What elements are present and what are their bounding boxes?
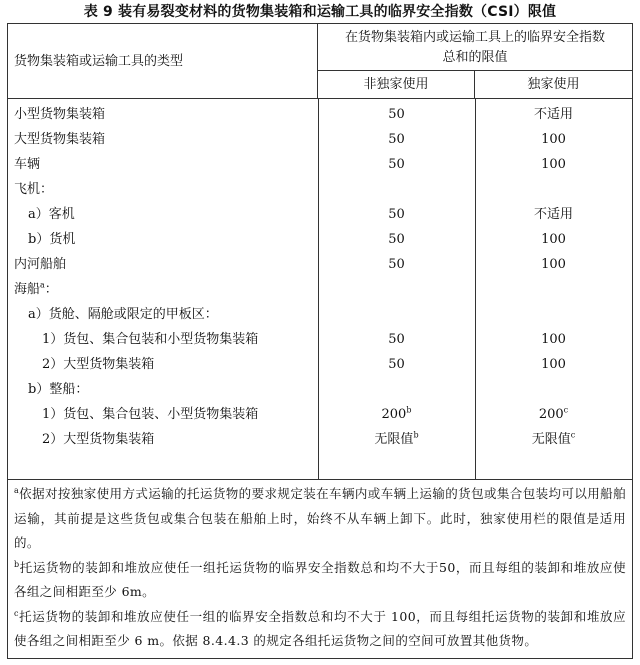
exclusive-value-text: 200	[538, 407, 564, 422]
exclusive-value	[475, 402, 632, 427]
row-label	[14, 327, 258, 352]
table-row	[8, 227, 632, 252]
non-exclusive-value	[318, 427, 475, 452]
row-label-text: 1）货包、集合包装和小型货物集装箱	[42, 332, 259, 347]
non-exclusive-value	[318, 202, 475, 227]
non-exclusive-value-text: 50	[388, 157, 405, 172]
exclusive-value-text: 不适用	[533, 107, 573, 122]
footnote-b	[14, 556, 626, 605]
non-exclusive-value	[318, 352, 475, 377]
non-exclusive-value	[318, 402, 475, 427]
header-non-exclusive: 非独家使用	[318, 71, 475, 99]
exclusive-value	[475, 102, 632, 127]
row-label	[14, 427, 154, 452]
row-label-text: 2）大型货物集装箱	[42, 357, 155, 372]
exclusive-value-text: 100	[541, 232, 566, 247]
non-exclusive-value	[318, 127, 475, 152]
footnote-ref: c	[570, 430, 576, 440]
table-row	[8, 202, 632, 227]
row-label	[14, 202, 75, 227]
header-limit-group	[318, 24, 632, 71]
row-label-tail: ：	[44, 282, 58, 297]
footnote-ref: c	[563, 405, 569, 415]
row-label-text: b）整船：	[28, 382, 89, 397]
exclusive-value	[475, 252, 632, 277]
table-row	[8, 302, 632, 327]
row-label-text: 小型货物集装箱	[14, 107, 106, 122]
table-row	[8, 352, 632, 377]
table-row	[8, 377, 632, 402]
footnote-ref: b	[406, 405, 412, 415]
table-row	[8, 252, 632, 277]
row-label-text: 车辆	[14, 157, 41, 172]
row-label-text: 海船	[14, 282, 41, 297]
table-row	[8, 327, 632, 352]
non-exclusive-value	[318, 152, 475, 177]
row-label	[14, 102, 105, 127]
exclusive-value	[475, 352, 632, 377]
exclusive-value	[475, 152, 632, 177]
row-label	[14, 377, 88, 402]
row-label	[14, 177, 53, 202]
row-label	[14, 127, 105, 152]
exclusive-value-text: 不适用	[533, 207, 573, 222]
table-notes	[14, 482, 626, 654]
row-label	[14, 277, 58, 302]
non-exclusive-value-text: 200	[381, 407, 407, 422]
row-label-text: b）货机	[28, 232, 76, 247]
header-limit-line2: 总和的限值	[442, 50, 508, 65]
non-exclusive-value	[318, 252, 475, 277]
footnote-text: 托运货物的装卸和堆放应使任一组托运货物的临界安全指数总和均不大于50，而且每组的装卸和堆放应使各组之间相距至少 6m。	[14, 559, 626, 599]
row-label-text: 飞机：	[14, 182, 54, 197]
table-row	[8, 402, 632, 427]
non-exclusive-value-text: 无限值	[374, 432, 414, 447]
row-label-text: 2）大型货物集装箱	[42, 432, 155, 447]
non-exclusive-value	[318, 102, 475, 127]
non-exclusive-value-text: 50	[388, 107, 405, 122]
non-exclusive-value-text: 50	[388, 232, 405, 247]
non-exclusive-value-text: 50	[388, 357, 405, 372]
footnote-text: 依据对按独家使用方式运输的托运货物的要求规定装在车辆内或车辆上运输的货包或集合包装均可以用船舶运输，其前提是这些货包或集合包装在船舶上时，始终不从车辆上卸下。此时，独家使用栏的限值是适用的。	[14, 486, 626, 550]
row-label	[14, 227, 75, 252]
row-label-text: 1）货包、集合包装、小型货物集装箱	[42, 407, 259, 422]
non-exclusive-value	[318, 327, 475, 352]
exclusive-value	[475, 327, 632, 352]
non-exclusive-value	[318, 227, 475, 252]
table-caption: 表 9 装有易裂变材料的货物集装箱和运输工具的临界安全指数（CSI）限值	[83, 4, 557, 20]
exclusive-value-text: 100	[541, 257, 566, 272]
non-exclusive-value-text: 50	[388, 207, 405, 222]
footnote-mark: b	[14, 559, 20, 569]
non-exclusive-value-text: 50	[388, 257, 405, 272]
footnote-ref: b	[413, 430, 419, 440]
footnote-mark: c	[14, 608, 19, 618]
exclusive-value-text: 100	[541, 132, 566, 147]
row-label-text: a）客机	[28, 207, 75, 222]
row-label-text: 内河船舶	[14, 257, 67, 272]
exclusive-value	[475, 427, 632, 452]
footnote-c	[14, 605, 626, 654]
notes-divider	[8, 479, 632, 480]
exclusive-value-text: 无限值	[531, 432, 571, 447]
header-limit-line1: 在货物集装箱内或运输工具上的临界安全指数	[344, 30, 605, 45]
header-type-column: 货物集装箱或运输工具的类型	[8, 24, 318, 99]
table-row	[8, 427, 632, 452]
footnote-a	[14, 482, 626, 556]
row-label-text: a）货舱、隔舱或限定的甲板区：	[28, 307, 218, 322]
table-row	[8, 127, 632, 152]
row-label	[14, 352, 154, 377]
row-label	[14, 402, 258, 427]
non-exclusive-value-text: 50	[388, 332, 405, 347]
non-exclusive-value-text: 50	[388, 132, 405, 147]
exclusive-value	[475, 127, 632, 152]
row-label	[14, 302, 218, 327]
table-row	[8, 177, 632, 202]
exclusive-value	[475, 227, 632, 252]
exclusive-value-text: 100	[541, 357, 566, 372]
row-label	[14, 252, 66, 277]
table-row	[8, 102, 632, 127]
exclusive-value	[475, 202, 632, 227]
csi-limit-table	[7, 23, 633, 659]
footnote-mark: a	[14, 485, 20, 495]
table-row	[8, 152, 632, 177]
footnote-text: 托运货物的装卸和堆放应使任一组的临界安全指数总和均不大于 100，而且每组托运货物的装卸和堆放应使各组之间相距至少 6 m。依据 8.4.4.3 的规定各组托运货物之间的空间可放置其他货物。	[14, 608, 626, 648]
row-label-text: 大型货物集装箱	[14, 132, 106, 147]
row-label	[14, 152, 40, 177]
exclusive-value-text: 100	[541, 157, 566, 172]
exclusive-value-text: 100	[541, 332, 566, 347]
header-exclusive: 独家使用	[475, 71, 632, 99]
footnote-ref: a	[40, 280, 45, 290]
table-row	[8, 277, 632, 302]
